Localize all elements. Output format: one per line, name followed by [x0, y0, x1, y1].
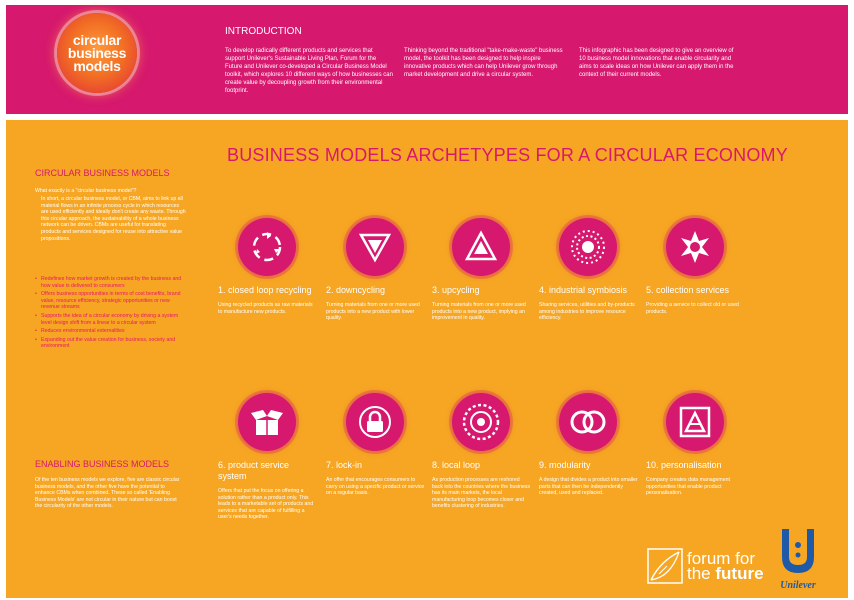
model-title: 4. industrial symbiosis	[539, 285, 628, 295]
enabling-business-models-heading: ENABLING BUSINESS MODELS	[35, 459, 170, 469]
product-service-icon	[238, 393, 296, 451]
unilever-wordmark: Unilever	[780, 580, 816, 591]
local-loop-icon	[452, 393, 510, 451]
industrial-symbiosis-icon	[559, 218, 617, 276]
circular-business-models-logo	[57, 13, 137, 93]
model-card-personalisation	[646, 393, 746, 497]
fftf-the: the	[687, 564, 716, 583]
upcycling-icon	[452, 218, 510, 276]
main-panel	[6, 120, 848, 598]
benefit-item: • Offers business opportunities in terms of cost benefits, brand value, resource efficiency, strategic opportunities or new revenue streams	[35, 291, 187, 311]
modularity-icon	[559, 393, 617, 451]
intro-banner	[6, 5, 848, 114]
intro-title: INTRODUCTION	[225, 26, 302, 37]
model-description: Providing a service to collect old or used products.	[646, 302, 739, 315]
model-description: Turning materials from one or more used products into a new product with lower quality.	[326, 302, 420, 322]
circular-business-models-heading: CIRCULAR BUSINESS MODELS	[35, 168, 170, 178]
model-title: 5. collection services	[646, 285, 730, 295]
model-title: 1. closed loop recycling	[218, 285, 312, 295]
model-card-upcycling	[432, 218, 532, 322]
benefit-item: • Supports the idea of a circular economy by driving a system level design shift from a linear to a circular system	[35, 313, 187, 326]
benefit-item: • Expanding out the value creation for business, society and environment	[35, 337, 187, 350]
model-description: Using recycled products as raw materials to manufacture new products.	[218, 302, 313, 315]
collection-services-icon	[666, 218, 724, 276]
model-description: A design that divides a product into smaller parts that can then be independently created, used and replaced.	[539, 477, 638, 497]
ebm-description: Of the ten business models we explore, five are classic circular business models, and the other five have the potential to enhance CBMs when combined. These so called 'Enabling Business Models' are not circular in their nature but can boost the circularity of the other models.	[35, 477, 180, 510]
fftf-line-2	[687, 566, 764, 581]
fftf-future: future	[715, 564, 764, 583]
intro-column-3: This infographic has been designed to give an overview of 10 business model innovations that enable circularity and aims to scale ideas on how Unilever can apply them in the context of their current models.	[579, 48, 734, 78]
personalisation-icon	[666, 393, 724, 451]
cbm-question: What exactly is a "circular business model"?	[35, 188, 137, 194]
model-card-collection-services	[646, 218, 746, 315]
model-description: Company creates data management opportunities that enable product personalisation.	[646, 477, 730, 497]
model-card-local-loop	[432, 393, 532, 510]
model-card-modularity	[539, 393, 639, 497]
benefit-item: • Reduces environmental externalities	[35, 328, 187, 335]
model-title: 7. lock-in	[326, 460, 363, 470]
cbm-description: In short, a circular business model, or CBM, aims to link up all material flows in an infinite process cycle in which resources are used efficiently and ideally don't create any waste. Through this circular approach, the sustainability of a whole business network can be driven. CBMs are useful for translating products and services designed for reuse into attractive value propositions.	[41, 196, 186, 242]
model-title: 3. upcycling	[432, 285, 480, 295]
model-card-industrial-symbiosis	[539, 218, 639, 322]
unilever-logo	[776, 527, 820, 591]
model-title: 2. downcycling	[326, 285, 386, 295]
unilever-u-icon	[778, 527, 818, 575]
model-title: 10. personalisation	[646, 460, 722, 470]
closed-loop-icon	[238, 218, 296, 276]
logo-text: circular business models	[67, 31, 127, 74]
intro-column-1: To develop radically different products and services that support Unilever's Sustainable Living Plan, Forum for the Future and Unilever co-developed a Circular Business Model toolkit, which explores 10 different ways of how businesses can create value by decoupling growth from their environmental footprint.	[225, 48, 393, 94]
model-title: 6. product service system	[218, 460, 290, 481]
model-description: Offers that put the focus on offering a solution rather than a product only. This leads to a marketable set of products and services that are capable of fulfilling a user's needs together.	[218, 488, 314, 521]
model-description: Sharing services, utilities and by-products among industries to improve resource efficiency.	[539, 302, 635, 322]
cbm-benefits-list	[35, 276, 187, 352]
model-description: An offer that encourages consumers to carry on using a specific product or service on a regular basis.	[326, 477, 425, 497]
downcycling-icon	[346, 218, 404, 276]
model-description: As production processes are reshored back into the countries where the business has its main markets, the local manufacturing loop becomes closer and benefits clustering of industries.	[432, 477, 531, 510]
model-description: Turning materials from one or more used products into a new product, implying an improvement in quality.	[432, 302, 526, 322]
main-title: BUSINESS MODELS ARCHETYPES FOR A CIRCULAR ECONOMY	[227, 145, 788, 165]
model-title: 8. local loop	[432, 460, 481, 470]
model-card-lock-in	[326, 393, 426, 497]
model-card-downcycling	[326, 218, 426, 322]
forum-for-the-future-logo	[647, 548, 764, 584]
fftf-line-1: forum for	[687, 549, 756, 568]
benefit-item: • Redefines how market growth is created by the business and how value is delivered to consumers	[35, 276, 187, 289]
forum-leaf-icon	[647, 548, 683, 584]
intro-column-2: Thinking beyond the traditional "take-make-waste" business model, the toolkit has been designed to help inspire innovative products which can help Unilever grow through market development and drive a circular system.	[404, 48, 563, 78]
model-title: 9. modularity	[539, 460, 591, 470]
model-card-product-service-system	[218, 393, 318, 521]
lock-icon	[346, 393, 404, 451]
model-card-closed-loop	[218, 218, 318, 315]
